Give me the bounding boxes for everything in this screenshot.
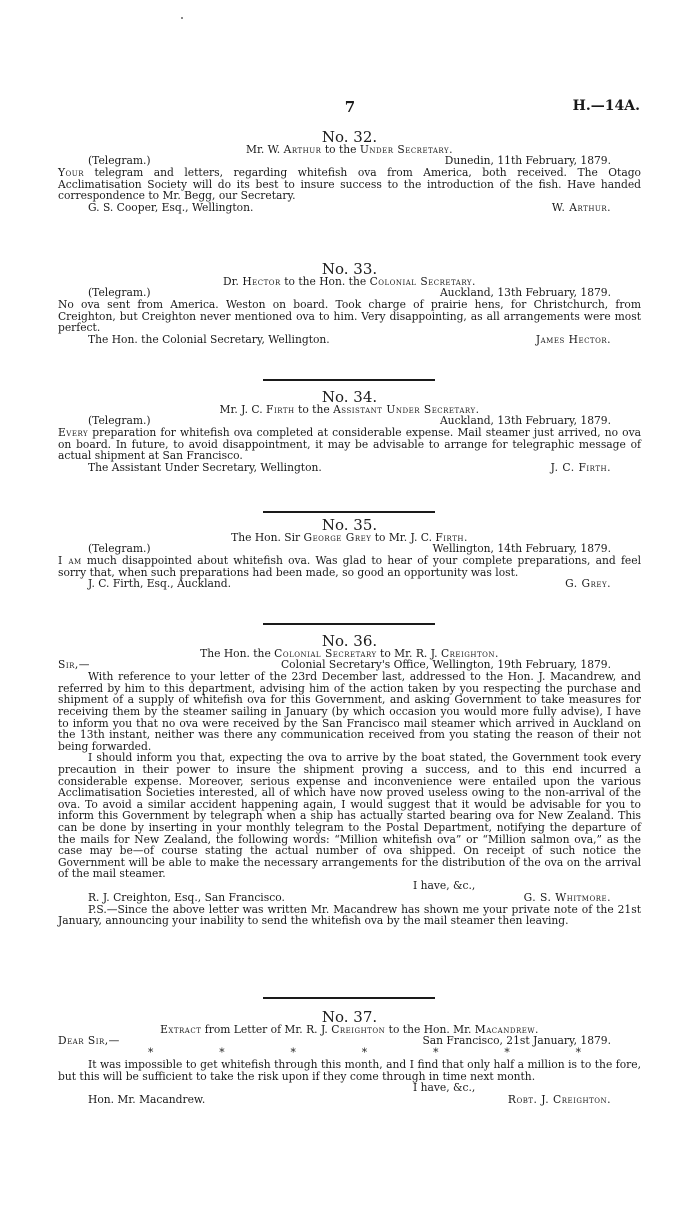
place-date: Dunedin, 11th February, 1879. [444,154,611,168]
place-date: San Francisco, 21st January, 1879. [422,1034,611,1048]
postscript: P.S.—Since the above letter was written Mr. Macandrew has shown me your private note of the 21st January, announcing your inability to send the whitefish ova by the mail steamer then leaving. [58,902,641,928]
addressee: Hon. Mr. Macandrew. [88,1093,206,1107]
signature: J. C. Firth. [550,460,611,474]
letter-36 [58,632,641,928]
signoff [58,1094,641,1106]
scan-speck [181,17,183,19]
letter-title: Mr. W. Arthur to the Under Secretary. [246,142,453,156]
telegram-label: (Telegram.) [88,286,151,300]
signoff [58,892,641,904]
salutation: Sir,— [58,658,90,672]
letter-32 [58,128,641,214]
letter-33 [58,260,641,346]
letter-title: Dr. Hector to the Hon. the Colonial Secretary. [223,274,476,288]
letter-title: The Hon. Sir George Grey to Mr. J. C. Firth. [231,530,468,544]
letter-paragraph: With reference to your letter of the 23rd December last, addressed to the Hon. J. Macandrew, and referred by him to this department, advising him of the action taken by you respecting the purchase and shipment of a supply of whitefish ova for this Government, and asking Government to take measures for receiving them by the steamer sailing in January (by which occasion you would more fully advise), I have to inform you that no ova were received by the San Francisco mail steamer which arrived in Auckland on the 13th instant, neither was there any communication received from you stating the reason of their not being forwarded. [58,670,641,753]
document-reference: H.—14A. [572,98,640,114]
letter-34 [58,388,641,474]
letter-number: No. 35. [321,516,378,534]
letter-number: No. 33. [321,260,378,278]
telegram-label: (Telegram.) [88,414,151,428]
signature: W. Arthur. [551,200,611,214]
star: * [219,1046,225,1060]
signature: Robt. J. Creighton. [507,1093,611,1107]
signature: James Hector. [535,332,611,346]
page-number: 7 [344,98,356,116]
addressee: G. S. Cooper, Esq., Wellington. [88,200,254,214]
signoff [58,334,641,346]
closing: I have, &c., [413,1081,476,1095]
letter-number: No. 37. [321,1008,378,1026]
dateline [58,1035,641,1047]
signature: G. Grey. [565,577,611,591]
dateline [58,543,641,555]
signoff [58,462,641,474]
star: * [290,1046,296,1060]
section-divider [263,623,435,625]
section-divider [263,997,435,999]
letter-number: No. 34. [321,388,378,406]
dateline [58,155,641,167]
star: * [504,1046,510,1060]
letter-body: It was impossible to get whitefish through this month, and I find that only half a million is to the fore, but this will be sufficient to take the risk upon if they come through in time next month. [58,1058,641,1083]
signoff [58,578,641,590]
letter-body: I am much disappointed about whitefish ova. Was glad to hear of your complete preparations, and feel sorry that, when such preparations had been made, so good an opportunity was lost. [58,554,641,579]
place-date: Auckland, 13th February, 1879. [439,414,611,428]
addressee: The Assistant Under Secretary, Wellington. [88,460,322,474]
letter-body: Your telegram and letters, regarding whitefish ova from America, both received. The Otago Acclimatisation Society will do its best to insure success to the introduction of the fish. Have handed correspondence to Mr. Begg, our Secretary. [58,166,641,203]
letter-paragraph: I should inform you that, expecting the ova to arrive by the boat stated, the Government took every precaution in their power to insure the shipment proving a success, and to this end incurred a considerable expense. Moreover, serious expense and inconvenience were entailed upon the various Acclimatisation Societies interested, all of which have now proved useless owing to the non-arrival of the ova. To avoid a similar accident happening again, I would suggest that it would be advisable for you to inform this Government by telegraph when a ship has actually started bearing ova for New Zealand. This can be done by inserting in your monthly telegram to the Postal Department, notifying the departure of the mails for New Zealand, the following words: “Million whitefish ova” or “Million salmon ova,” as the case may be—of course stating the actual number of ova shipped. On receipt of such notice the Government will be able to make the necessary arrangements for the distribution of the ova on the arrival of the mail steamer. [58,751,641,881]
place-date: Colonial Secretary's Office, Wellington, 19th February, 1879. [280,658,611,672]
page-header [60,98,640,118]
section-divider [263,511,435,513]
section-divider [263,379,435,381]
star: * [433,1046,439,1060]
letter-35 [58,516,641,591]
signature: G. S. Whitmore. [523,890,611,904]
addressee: J. C. Firth, Esq., Auckland. [88,577,232,591]
telegram-label: (Telegram.) [88,154,151,168]
letter-body: Every preparation for whitefish ova completed at considerable expense. Mail steamer just arrived, no ova on board. In future, to avoid disappointment, it may be advisable to arrange for telegraphic message of actual shipment at San Francisco. [58,426,641,463]
addressee: R. J. Creighton, Esq., San Francisco. [88,890,285,904]
addressee: The Hon. the Colonial Secretary, Wellington. [88,332,330,346]
salutation: Dear Sir,— [58,1034,120,1048]
place-date: Wellington, 14th February, 1879. [432,542,611,556]
letter-number: No. 32. [321,128,378,146]
letter-title: Mr. J. C. Firth to the Assistant Under Secretary. [219,402,480,416]
star: * [575,1046,581,1060]
place-date: Auckland, 13th February, 1879. [439,286,611,300]
star: * [148,1046,154,1060]
letter-title: The Hon. the Colonial Secretary to Mr. R. J. Creighton. [200,646,499,660]
dateline [58,287,641,299]
telegram-label: (Telegram.) [88,542,151,556]
letter-37 [58,1008,641,1107]
star: * [361,1046,368,1060]
dateline [58,415,641,427]
letter-title: Extract from Letter of Mr. R. J. Creighton to the Hon. Mr. Macandrew. [160,1022,539,1036]
letter-body: No ova sent from America. Weston on board. Took charge of prairie hens, for Christchurch, from Creighton, but Creighton never mentioned ova to him. Very disappointing, as all arrangements were most perfect. [58,298,641,335]
closing: I have, &c., [413,878,476,892]
dateline [58,659,641,671]
signoff [58,202,641,214]
letter-number: No. 36. [321,632,378,650]
